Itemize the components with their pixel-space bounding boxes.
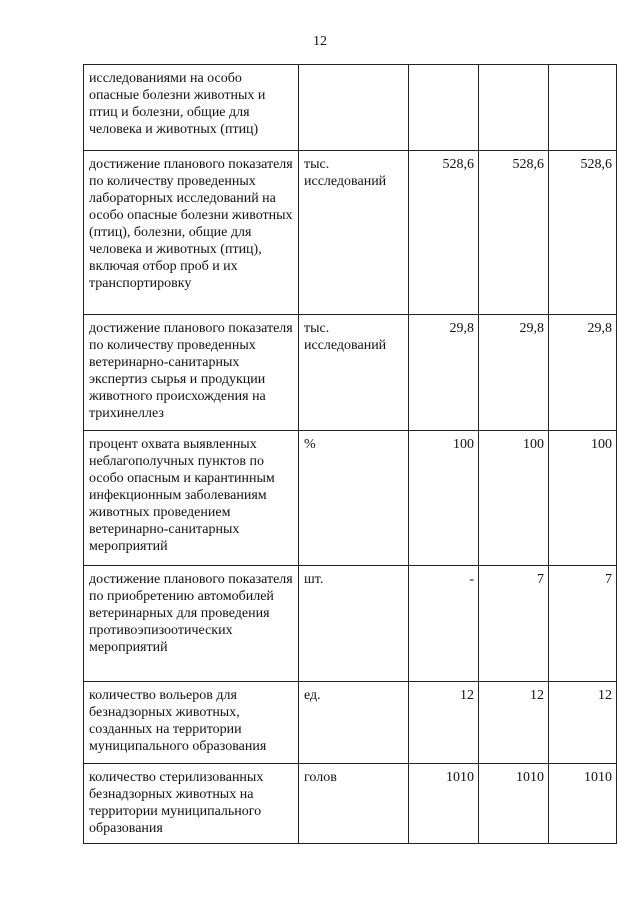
indicator-description: количество вольеров для безнадзорных животных, созданных на территории муниципального образования (84, 682, 299, 764)
indicator-value-year-3: 1010 (549, 764, 617, 844)
indicator-value-year-1 (409, 65, 479, 151)
indicator-description: количество стерилизованных безнадзорных животных на территории муниципального образования (84, 764, 299, 844)
indicator-value-year-1: 1010 (409, 764, 479, 844)
table-row (84, 65, 617, 151)
indicator-value-year-1: 100 (409, 431, 479, 566)
indicator-value-year-2: 29,8 (479, 315, 549, 431)
table-row (84, 764, 617, 844)
indicator-value-year-2: 12 (479, 682, 549, 764)
indicator-value-year-3: 29,8 (549, 315, 617, 431)
indicator-unit (299, 65, 409, 151)
table-row (84, 682, 617, 764)
indicator-value-year-1: - (409, 566, 479, 682)
indicator-value-year-2: 7 (479, 566, 549, 682)
indicator-unit: ед. (299, 682, 409, 764)
indicator-description: процент охвата выявленных неблагополучных пунктов по особо опасным и карантинным инфекционным заболеваниям животных проведением ветеринарно-санитарных мероприятий (84, 431, 299, 566)
indicator-value-year-3: 100 (549, 431, 617, 566)
indicator-description: исследованиями на особо опасные болезни животных и птиц и болезни, общие для человека и животных (птиц) (84, 65, 299, 151)
indicators-table (83, 64, 617, 844)
table-row (84, 566, 617, 682)
indicator-description: достижение планового показателя по приобретению автомобилей ветеринарных для проведения противоэпизоотических мероприятий (84, 566, 299, 682)
indicator-unit: шт. (299, 566, 409, 682)
indicator-value-year-2 (479, 65, 549, 151)
page-number: 12 (313, 34, 327, 49)
indicator-unit: голов (299, 764, 409, 844)
table-row (84, 315, 617, 431)
indicator-value-year-2: 1010 (479, 764, 549, 844)
indicator-value-year-2: 100 (479, 431, 549, 566)
indicator-value-year-3 (549, 65, 617, 151)
indicator-unit: тыс. исследований (299, 151, 409, 315)
indicator-description: достижение планового показателя по количеству проведенных ветеринарно-санитарных экспертиз сырья и продукции животного происхождения на трихинеллез (84, 315, 299, 431)
indicator-unit: тыс. исследований (299, 315, 409, 431)
table-row (84, 151, 617, 315)
indicator-value-year-3: 12 (549, 682, 617, 764)
indicator-value-year-2: 528,6 (479, 151, 549, 315)
indicator-value-year-1: 528,6 (409, 151, 479, 315)
table-row (84, 431, 617, 566)
indicator-description: достижение планового показателя по количеству проведенных лабораторных исследований на особо опасные болезни животных (птиц), болезни, общие для человека и животных (птиц), включая отбор проб и их транспортировку (84, 151, 299, 315)
indicator-value-year-3: 528,6 (549, 151, 617, 315)
indicator-unit: % (299, 431, 409, 566)
indicator-value-year-1: 12 (409, 682, 479, 764)
indicator-value-year-1: 29,8 (409, 315, 479, 431)
indicator-value-year-3: 7 (549, 566, 617, 682)
